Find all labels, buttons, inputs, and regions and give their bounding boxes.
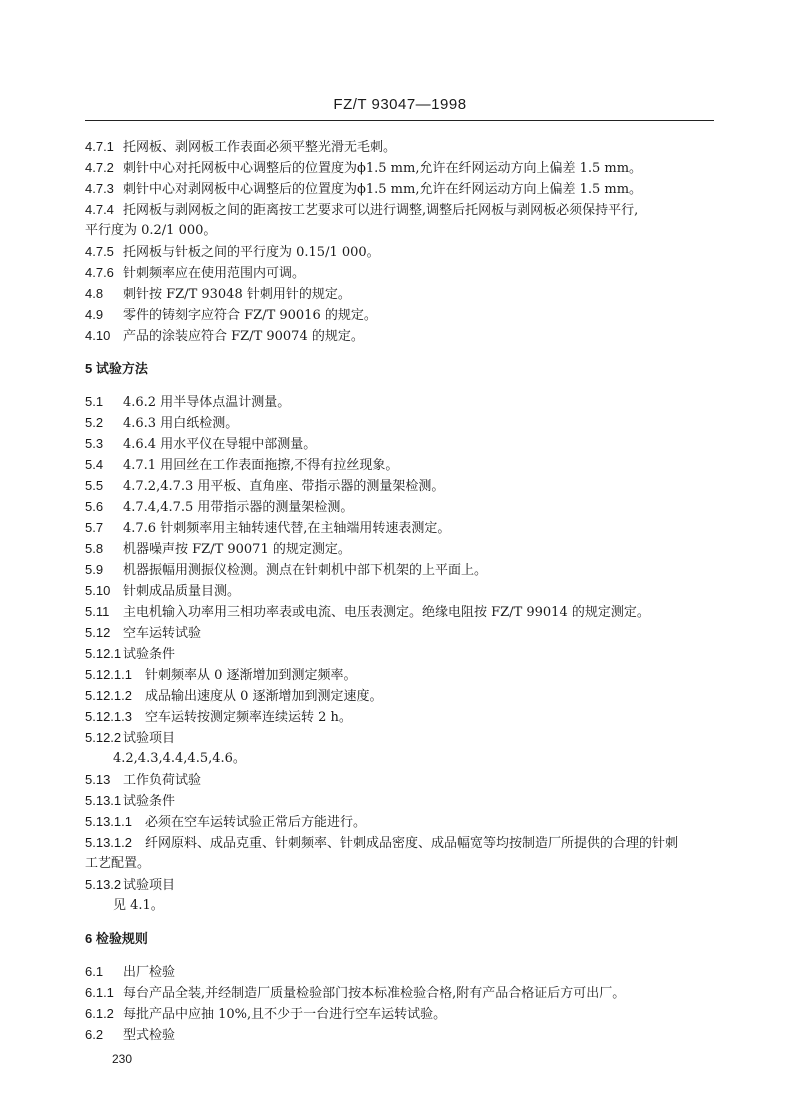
clause-line bbox=[85, 622, 717, 643]
clause-line bbox=[85, 580, 717, 601]
clause-text: 试验项目 bbox=[123, 731, 176, 746]
clause-number: 4.7.1 bbox=[85, 139, 114, 154]
clause-text: 产品的涂装应符合 FZ/T 90074 的规定。 bbox=[123, 329, 364, 344]
clause-text: 刺针中心对托网板中心调整后的位置度为ϕ1.5 mm,允许在纤网运动方向上偏差 1.5 mm。 bbox=[123, 161, 643, 176]
clause-line bbox=[85, 433, 717, 454]
clause-line bbox=[85, 685, 717, 706]
clause-text: 针刺频率应在使用范围内可调。 bbox=[123, 266, 306, 281]
clause-line bbox=[85, 517, 717, 538]
clause-text: 见 4.1。 bbox=[113, 898, 164, 913]
clause-text: 主电机输入功率用三相功率表或电流、电压表测定。绝缘电阻按 FZ/T 99014 的规定测定。 bbox=[123, 605, 650, 620]
clause-text: 刺针中心对剥网板中心调整后的位置度为ϕ1.5 mm,允许在纤网运动方向上偏差 1.5 mm。 bbox=[123, 182, 643, 197]
clause-text: 4.6.2 用半导体点温计测量。 bbox=[123, 395, 291, 410]
clause-line bbox=[85, 538, 717, 559]
clause-number: 5.4 bbox=[85, 457, 104, 472]
clause-text: 纤网原料、成品克重、针刺频率、针刺成品密度、成品幅宽等均按制造厂所提供的合理的针刺 bbox=[145, 836, 679, 851]
clause-number: 5.5 bbox=[85, 478, 104, 493]
clause-text: 空车运转按测定频率连续运转 2 h。 bbox=[145, 710, 352, 725]
clause-line bbox=[85, 325, 717, 346]
section-6-title: 6 检验规则 bbox=[85, 931, 148, 946]
clause-line bbox=[85, 727, 717, 748]
clause-number: 4.8 bbox=[85, 286, 104, 301]
header-rule bbox=[85, 120, 714, 121]
clause-number: 5.1 bbox=[85, 394, 104, 409]
clause-number: 5.9 bbox=[85, 562, 104, 577]
clause-text: 托网板、剥网板工作表面必须平整光滑无毛刺。 bbox=[123, 140, 397, 155]
section-4-clauses bbox=[85, 136, 717, 346]
clause-text: 机器振幅用测振仪检测。测点在针刺机中部下机架的上平面上。 bbox=[123, 563, 488, 578]
clause-line bbox=[85, 136, 717, 157]
clause-number: 6.1.1 bbox=[85, 985, 114, 1000]
clause-text: 4.6.4 用水平仪在导辊中部测量。 bbox=[123, 437, 317, 452]
clause-line bbox=[85, 853, 717, 874]
clause-text: 工艺配置。 bbox=[85, 856, 151, 871]
clause-number: 5.6 bbox=[85, 499, 104, 514]
clause-line bbox=[85, 1024, 717, 1045]
clause-text: 空车运转试验 bbox=[123, 626, 202, 641]
clause-number: 5.2 bbox=[85, 415, 104, 430]
clause-number: 5.8 bbox=[85, 541, 104, 556]
clause-text: 成品输出速度从 0 逐渐增加到测定速度。 bbox=[145, 689, 383, 704]
clause-line bbox=[85, 157, 717, 178]
clause-text: 针刺频率从 0 逐渐增加到测定频率。 bbox=[145, 668, 357, 683]
clause-number: 4.7.2 bbox=[85, 160, 114, 175]
document-header: FZ/T 93047—1998 bbox=[333, 96, 467, 113]
clause-text: 机器噪声按 FZ/T 90071 的规定测定。 bbox=[123, 542, 351, 557]
clause-number: 5.7 bbox=[85, 520, 104, 535]
clause-text: 试验项目 bbox=[123, 878, 176, 893]
document-body bbox=[85, 136, 717, 1045]
clause-line bbox=[85, 496, 717, 517]
clause-number: 5.12.1.2 bbox=[85, 688, 132, 703]
clause-text: 每台产品全装,并经制造厂质量检验部门按本标准检验合格,附有产品合格证后方可出厂。 bbox=[123, 986, 626, 1001]
clause-text: 出厂检验 bbox=[123, 965, 176, 980]
clause-number: 4.7.3 bbox=[85, 181, 114, 196]
clause-text: 试验条件 bbox=[123, 794, 176, 809]
clause-text: 试验条件 bbox=[123, 647, 176, 662]
clause-number: 5.12 bbox=[85, 625, 111, 640]
clause-text: 型式检验 bbox=[123, 1028, 176, 1043]
clause-text: 4.2,4.3,4.4,4.5,4.6。 bbox=[113, 751, 246, 766]
clause-line bbox=[85, 412, 717, 433]
clause-number: 5.11 bbox=[85, 604, 110, 619]
section-6-clauses bbox=[85, 961, 717, 1045]
section-5-clauses bbox=[85, 391, 717, 916]
clause-line bbox=[85, 664, 717, 685]
clause-text: 针刺成品质量目测。 bbox=[123, 584, 241, 599]
clause-text: 必须在空车运转试验正常后方能进行。 bbox=[145, 815, 367, 830]
clause-line bbox=[85, 895, 717, 916]
clause-line bbox=[85, 283, 717, 304]
clause-number: 5.12.1.1 bbox=[85, 667, 132, 682]
clause-line bbox=[85, 874, 717, 895]
clause-text: 托网板与针板之间的平行度为 0.15/1 000。 bbox=[123, 245, 380, 260]
clause-line bbox=[85, 475, 717, 496]
clause-text: 零件的铸刻字应符合 FZ/T 90016 的规定。 bbox=[123, 308, 377, 323]
clause-number: 4.7.6 bbox=[85, 265, 114, 280]
clause-text: 刺针按 FZ/T 93048 针刺用针的规定。 bbox=[123, 287, 351, 302]
clause-number: 4.9 bbox=[85, 307, 104, 322]
clause-line bbox=[85, 559, 717, 580]
clause-line bbox=[85, 790, 717, 811]
clause-line bbox=[85, 706, 717, 727]
clause-number: 4.10 bbox=[85, 328, 111, 343]
clause-line bbox=[85, 643, 717, 664]
clause-line bbox=[85, 982, 717, 1003]
clause-text: 4.6.3 用白纸检测。 bbox=[123, 416, 239, 431]
clause-text: 平行度为 0.2/1 000。 bbox=[85, 223, 217, 238]
clause-line bbox=[85, 178, 717, 199]
clause-text: 工作负荷试验 bbox=[123, 773, 202, 788]
clause-number: 5.13.1.1 bbox=[85, 814, 132, 829]
clause-line bbox=[85, 241, 717, 262]
clause-text: 托网板与剥网板之间的距离按工艺要求可以进行调整,调整后托网板与剥网板必须保持平行, bbox=[123, 203, 639, 218]
clause-line bbox=[85, 769, 717, 790]
clause-number: 6.1 bbox=[85, 964, 104, 979]
clause-text: 4.7.2,4.7.3 用平板、直角座、带指示器的测量架检测。 bbox=[123, 479, 445, 494]
clause-number: 5.3 bbox=[85, 436, 104, 451]
clause-text: 每批产品中应抽 10%,且不少于一台进行空车运转试验。 bbox=[123, 1007, 447, 1022]
clause-line bbox=[85, 199, 717, 220]
clause-text: 4.7.4,4.7.5 用带指示器的测量架检测。 bbox=[123, 500, 354, 515]
page-number: 230 bbox=[112, 1052, 133, 1066]
clause-line bbox=[85, 304, 717, 325]
clause-line bbox=[85, 601, 717, 622]
clause-number: 5.10 bbox=[85, 583, 111, 598]
clause-number: 5.12.1 bbox=[85, 646, 122, 661]
clause-number: 5.13.1.2 bbox=[85, 835, 132, 850]
clause-number: 6.1.2 bbox=[85, 1006, 114, 1021]
clause-number: 5.12.2 bbox=[85, 730, 122, 745]
clause-number: 6.2 bbox=[85, 1027, 104, 1042]
clause-line bbox=[85, 811, 717, 832]
clause-number: 5.13.1 bbox=[85, 793, 122, 808]
clause-line bbox=[85, 832, 717, 853]
clause-line bbox=[85, 748, 717, 769]
clause-line bbox=[85, 1003, 717, 1024]
clause-line bbox=[85, 391, 717, 412]
clause-text: 4.7.6 针刺频率用主轴转速代替,在主轴端用转速表测定。 bbox=[123, 521, 451, 536]
section-5-title: 5 试验方法 bbox=[85, 361, 148, 376]
clause-number: 5.13 bbox=[85, 772, 111, 787]
clause-line bbox=[85, 961, 717, 982]
clause-number: 5.13.2 bbox=[85, 877, 122, 892]
clause-line bbox=[85, 262, 717, 283]
clause-text: 4.7.1 用回丝在工作表面拖擦,不得有拉丝现象。 bbox=[123, 458, 399, 473]
clause-number: 5.12.1.3 bbox=[85, 709, 132, 724]
clause-line bbox=[85, 454, 717, 475]
clause-number: 4.7.4 bbox=[85, 202, 114, 217]
clause-number: 4.7.5 bbox=[85, 244, 114, 259]
clause-line bbox=[85, 220, 717, 241]
